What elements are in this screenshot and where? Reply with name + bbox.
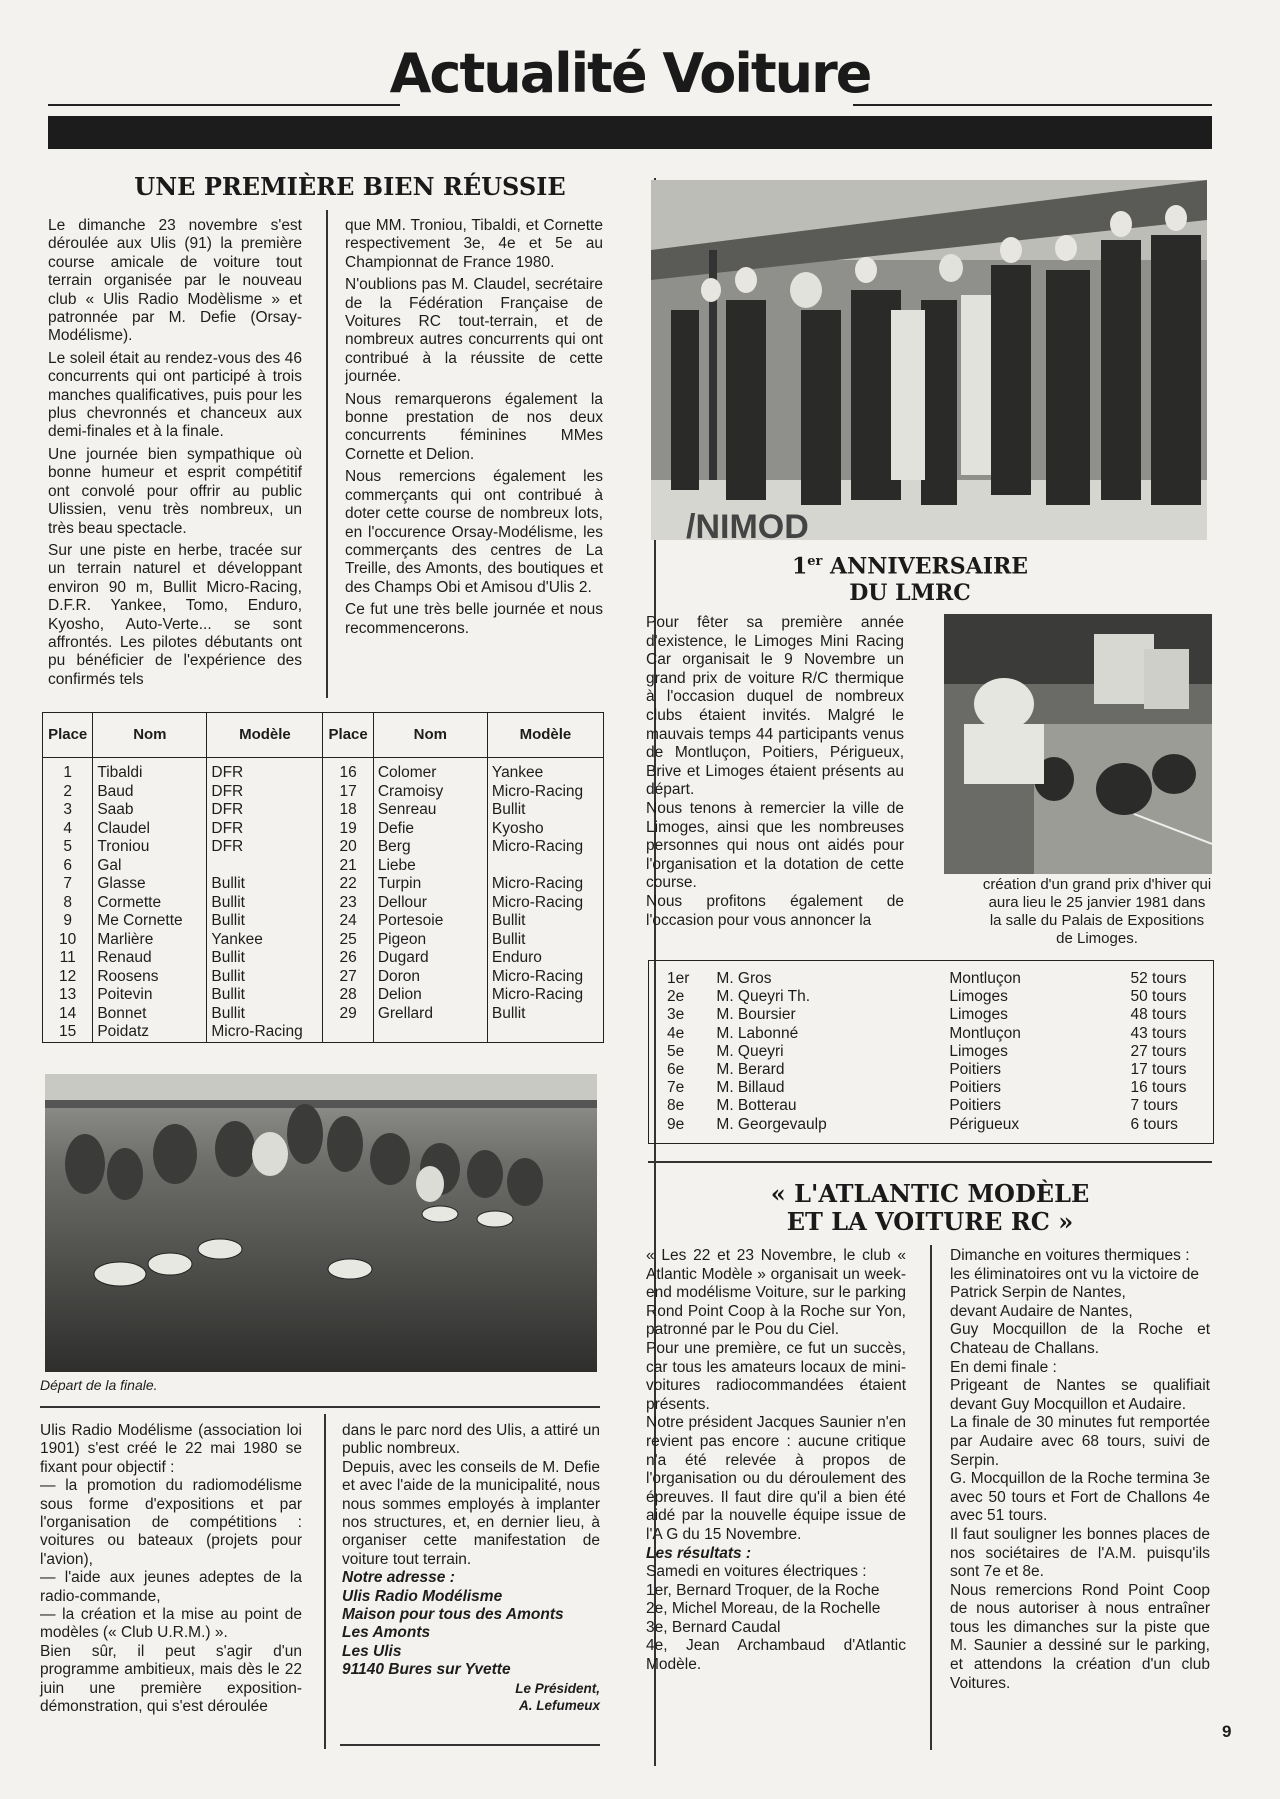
paragraph: Nous tenons à remercier la ville de Limoges, ainsi que les nombreuses personnes qui nous ont aidés pour l'organisation et la dotation de cette course.: [646, 799, 904, 892]
table-row: [661, 1006, 1213, 1024]
table-cell: 43 tours: [1130, 1024, 1187, 1042]
text-line: Guy Mocquillon de la Roche et Chateau de Challans.: [950, 1321, 1210, 1357]
table-row: [43, 949, 604, 968]
table-cell: M. Berard: [716, 1061, 785, 1079]
table-cell: 23: [323, 894, 373, 913]
table-cell: 1: [43, 758, 93, 783]
article3-top-rule: [648, 1161, 1212, 1163]
page-number: 9: [1222, 1722, 1232, 1741]
table-cell: Troniou: [93, 838, 207, 857]
table-cell: Roosens: [93, 968, 207, 987]
photo-finale-start: [45, 1074, 597, 1372]
table-cell: Bullit: [207, 875, 323, 894]
table-cell: M. Queyri: [716, 1042, 784, 1060]
results-table-ulis: [42, 712, 604, 1043]
paragraph: Une journée bien sympathique où bonne humeur et esprit compétitif ont convolé pour offrir au public Ulissien, venu très nombreux, un très beau spectacle.: [48, 445, 302, 537]
table-row: [43, 1005, 604, 1024]
table-cell: [487, 857, 603, 876]
table-header: Nom: [373, 713, 487, 758]
table-cell: Dellour: [373, 894, 487, 913]
article2-title-line1: [700, 548, 1120, 580]
address-line: 91140 Bures sur Yvette: [342, 1661, 511, 1679]
table-cell: Micro-Racing: [487, 783, 603, 802]
address-line: Les Ulis: [342, 1642, 402, 1660]
table-cell: Micro-Racing: [487, 968, 603, 987]
table-cell: 4e: [667, 1024, 685, 1042]
paragraph: Bien sûr, il peut s'agir d'un programme ambitieux, mais dès le 22 juin une première exposition-démonstration, qui s'est déroulée: [40, 1642, 302, 1716]
table-cell: Poitiers: [949, 1097, 1002, 1115]
table-cell: 6e: [667, 1061, 685, 1079]
paragraph: — la promotion du radiomodélisme sous forme d'expositions et par l'organisation de compétitions : voitures ou bateaux (projets pour l'avion),: [40, 1477, 302, 1568]
text-line: les éliminatoires ont vu la victoire de: [950, 1265, 1199, 1283]
table-cell: 7 tours: [1130, 1097, 1178, 1115]
table-cell: Micro-Racing: [487, 986, 603, 1005]
table-cell: 27 tours: [1130, 1042, 1187, 1060]
table-cell: 6 tours: [1130, 1115, 1178, 1133]
table-cell: Dugard: [373, 949, 487, 968]
table-header: Place: [43, 713, 93, 758]
table-cell: Claudel: [93, 820, 207, 839]
table-cell: Baud: [93, 783, 207, 802]
table-cell: Bullit: [207, 949, 323, 968]
title-ordinal-number: 1: [791, 553, 808, 580]
table-row: [43, 875, 604, 894]
table-cell: Limoges: [949, 1006, 1008, 1024]
text-line: Prigeant de Nantes se qualifiait devant Guy Mocquillon et Audaire.: [950, 1377, 1210, 1413]
table-row: [43, 820, 604, 839]
table-cell: DFR: [207, 838, 323, 857]
table-row: [43, 758, 604, 783]
table-cell: 10: [43, 931, 93, 950]
paragraph: — l'aide aux jeunes adeptes de la radio-commande,: [40, 1569, 302, 1605]
table-cell: 3e: [667, 1006, 685, 1024]
table-cell: DFR: [207, 783, 323, 802]
table-cell: Bullit: [207, 968, 323, 987]
urm-bottom-rule: [340, 1744, 600, 1746]
results-box-lmrc: [648, 960, 1214, 1144]
text-line: Patrick Serpin de Nantes,: [950, 1284, 1126, 1302]
table-cell: 13: [43, 986, 93, 1005]
table-cell: 6: [43, 857, 93, 876]
table-cell: 5e: [667, 1042, 685, 1060]
paragraph: Notre président Jacques Saunier n'en revient pas encore : aucune critique n'a été relevée à propos de l'organisation ou du déroulement des épreuves. Il faut dire qu'il a bien été aidé par la nouvelle équipe issue de l'A G du 15 Novembre.: [646, 1414, 906, 1543]
table-row: [43, 912, 604, 931]
table-cell: Liebe: [373, 857, 487, 876]
table-cell: Defie: [373, 820, 487, 839]
article3-title: [648, 1180, 1212, 1236]
table-row: [661, 988, 1213, 1006]
table-cell: Portesoie: [373, 912, 487, 931]
table-cell: Berg: [373, 838, 487, 857]
paragraph: que MM. Troniou, Tibaldi, et Cornette respectivement 3e, 4e et 5e au Championnat de France 1980.: [345, 217, 603, 271]
table-cell: 3: [43, 801, 93, 820]
text-line: En demi finale :: [950, 1358, 1057, 1376]
article2-body: [646, 614, 904, 930]
paragraph: Depuis, avec les conseils de M. Defie et avec l'aide de la municipalité, nous nous sommes employés à implanter nos structures, et, en dernier lieu, à organiser cette manifestation de voiture tout terrain.: [342, 1458, 600, 1568]
table-cell: DFR: [207, 820, 323, 839]
table-row: [43, 801, 604, 820]
table-cell: Limoges: [949, 988, 1008, 1006]
table-cell: Cormette: [93, 894, 207, 913]
table-cell: M. Queyri Th.: [716, 988, 811, 1006]
paragraph: dans le parc nord des Ulis, a attiré un public nombreux.: [342, 1422, 600, 1458]
table-cell: Micro-Racing: [487, 894, 603, 913]
table-cell: Kyosho: [487, 820, 603, 839]
table-cell: 28: [323, 986, 373, 1005]
table-cell: 9e: [667, 1115, 685, 1133]
table-cell: 21: [323, 857, 373, 876]
table-cell: M. Boursier: [716, 1006, 796, 1024]
table-body: [43, 758, 604, 1043]
article1-title: UNE PREMIÈRE BIEN RÉUSSIE: [134, 172, 566, 201]
article3-title-line1: « L'ATLANTIC MODÈLE: [770, 1179, 1090, 1208]
table-cell: 7: [43, 875, 93, 894]
table-cell: Yankee: [207, 931, 323, 950]
address-line: Les Amonts: [342, 1624, 431, 1642]
table-cell: Yankee: [487, 758, 603, 783]
paragraph: Ulis Radio Modélisme (association loi 1901) s'est créé le 22 mai 1980 se fixant pour objectif :: [40, 1422, 302, 1476]
urm-col1: [40, 1422, 302, 1717]
table-cell: Bullit: [487, 801, 603, 820]
table-cell: Bullit: [207, 912, 323, 931]
paragraph: Nous profitons également de l'occasion pour vous annoncer la: [646, 892, 904, 929]
masthead-black-bar: [48, 116, 1212, 149]
table-cell: 26: [323, 949, 373, 968]
svg-text:/NIMOD: /NIMOD: [686, 508, 809, 540]
table-body: [661, 970, 1213, 1134]
table-cell: [207, 857, 323, 876]
result-line: Samedi en voitures électriques :: [646, 1563, 867, 1581]
table-cell: Micro-Racing: [487, 875, 603, 894]
table-cell: 50 tours: [1130, 988, 1187, 1006]
table-cell: Bullit: [487, 912, 603, 931]
table-cell: Bullit: [207, 1005, 323, 1024]
text-line: Il faut souligner les bonnes places de nos sociétaires de l'A.M. puisqu'ils sont 7e et 8e.: [950, 1525, 1210, 1581]
table-row: [661, 1097, 1213, 1115]
photo-lmrc-workbench: [944, 614, 1212, 874]
table-cell: M. Labonné: [716, 1024, 799, 1042]
paragraph: N'oublions pas M. Claudel, secrétaire de la Fédération Française de Voitures RC tout-terrain, et de nombreux autres concurrents qui ont contribué à la réussite de cette journée.: [345, 276, 603, 386]
photo-spectators-stand: [651, 180, 1207, 540]
table-row: [43, 857, 604, 876]
text-line: devant Audaire de Nantes,: [950, 1302, 1133, 1320]
article3-col2: [950, 1247, 1210, 1693]
photo-finale-caption: Départ de la finale.: [40, 1377, 158, 1393]
table-cell: Enduro: [487, 949, 603, 968]
signature-line: A. Lefumeux: [518, 1697, 600, 1713]
urm-address: [342, 1569, 600, 1679]
table-cell: Cramoisy: [373, 783, 487, 802]
paragraph: Nous remarquerons également la bonne prestation de nos deux concurrents féminines MMes Cornette et Delion.: [345, 390, 603, 463]
paragraph: Pour une première, ce fut un succès, car tous les amateurs locaux de mini-voitures radiocommandées étaient présents.: [646, 1339, 906, 1413]
table-row: [43, 968, 604, 987]
paragraph: Le soleil était au rendez-vous des 46 concurrents qui ont participé à trois manches qualificatives, puis pour les plus chevronnés et chanceux aux demi-finales et à la finale.: [48, 349, 302, 441]
table-cell: Montluçon: [949, 970, 1021, 987]
table-cell: Tibaldi: [93, 758, 207, 783]
urm-signature: [342, 1680, 600, 1714]
table-row: [43, 783, 604, 802]
table-cell: Micro-Racing: [487, 838, 603, 857]
article1-column-rule: [326, 210, 328, 698]
photo-lmrc-caption: création d'un grand prix d'hiver qui aura lieu le 25 janvier 1981 dans la salle du Palais de Expositions de Limoges.: [982, 876, 1212, 947]
table-cell: Marlière: [93, 931, 207, 950]
table-cell: Glasse: [93, 875, 207, 894]
paragraph: « Les 22 et 23 Novembre, le club « Atlantic Modèle » organisait un week-end modélisme Voiture, sur le parking Rond Point Coop à la Roche sur Yon, patronné par le Pou du Ciel.: [646, 1247, 906, 1339]
table-cell: [323, 1023, 373, 1042]
table-cell: Saab: [93, 801, 207, 820]
table-cell: Poidatz: [93, 1023, 207, 1042]
table-cell: DFR: [207, 758, 323, 783]
article1-col1: [48, 217, 302, 693]
article1-col2: [345, 217, 603, 642]
table-cell: 20: [323, 838, 373, 857]
table-cell: 19: [323, 820, 373, 839]
table-cell: [487, 1023, 603, 1042]
address-line: Ulis Radio Modélisme: [342, 1587, 503, 1605]
table-cell: 52 tours: [1130, 970, 1187, 987]
table-cell: 18: [323, 801, 373, 820]
table-row: [661, 1043, 1213, 1061]
title-text: ANNIVERSAIRE: [830, 553, 1029, 580]
table-cell: 27: [323, 968, 373, 987]
table-cell: 22: [323, 875, 373, 894]
masthead-title: Actualité Voiture: [389, 42, 871, 105]
urm-col2: [342, 1422, 600, 1714]
table-row: [43, 894, 604, 913]
table-cell: Renaud: [93, 949, 207, 968]
results-table-lmrc: [661, 970, 1213, 1134]
table-cell: Poitevin: [93, 986, 207, 1005]
result-line: 3e, Bernard Caudal: [646, 1618, 781, 1636]
table-cell: Bullit: [207, 894, 323, 913]
table-header: Place: [323, 713, 373, 758]
table-cell: 15: [43, 1023, 93, 1042]
table-cell: Poitiers: [949, 1079, 1002, 1097]
article2-title-line2: DU LMRC: [849, 580, 971, 607]
table-cell: M. Botterau: [716, 1097, 797, 1115]
paragraph: Ce fut une très belle journée et nous recommencerons.: [345, 601, 603, 637]
table-cell: 16 tours: [1130, 1079, 1187, 1097]
table-row: [661, 1079, 1213, 1097]
table-cell: M. Georgevaulp: [716, 1115, 827, 1133]
table-cell: 16: [323, 758, 373, 783]
table-cell: Limoges: [949, 1042, 1008, 1060]
table-cell: M. Billaud: [716, 1079, 785, 1097]
table-cell: DFR: [207, 801, 323, 820]
text-line: Nous remercions Rond Point Coop de nous autoriser à nous entraîner tous les dimanches sur la piste que M. Saunier a dessiné sur le parking, et attendons la création d'un club Voitures.: [950, 1581, 1210, 1692]
paragraph: — la création et la mise au point de modèles (« Club U.R.M.) ».: [40, 1606, 302, 1642]
text-line: La finale de 30 minutes fut remportée par Audaire avec 68 tours, suivi de Serpin.: [950, 1414, 1210, 1469]
table-cell: Colomer: [373, 758, 487, 783]
table-cell: Bullit: [207, 986, 323, 1005]
result-line: 1er, Bernard Troquer, de la Roche: [646, 1581, 880, 1599]
table-cell: Grellard: [373, 1005, 487, 1024]
table-row: [661, 1061, 1213, 1079]
table-cell: 48 tours: [1130, 1006, 1187, 1024]
table-cell: 4: [43, 820, 93, 839]
table-cell: 17 tours: [1130, 1061, 1187, 1079]
masthead: [48, 40, 1212, 150]
table-row: [43, 931, 604, 950]
paragraph: Pour fêter sa première année d'existence, le Limoges Mini Racing Car organisait le 9 Novembre un grand prix de voiture R/C thermique à l'occasion duquel de nombreux clubs étaient invités. Malgré le mauvais temps 44 participants venus de Montluçon, Poitiers, Périgueux, Brive et Limoges étaient présents au départ.: [646, 614, 904, 799]
table-cell: 25: [323, 931, 373, 950]
table-cell: Doron: [373, 968, 487, 987]
table-header: Modèle: [487, 713, 603, 758]
table-cell: [373, 1023, 487, 1042]
result-line: 2e, Michel Moreau, de la Rochelle: [646, 1600, 881, 1618]
table-cell: 2e: [667, 988, 685, 1006]
article2-title: [700, 548, 1120, 607]
table-row: [661, 970, 1213, 988]
table-cell: Bullit: [487, 1005, 603, 1024]
table-cell: Montluçon: [949, 1024, 1021, 1042]
article3-title-line2: ET LA VOITURE RC »: [786, 1207, 1074, 1236]
table-cell: 24: [323, 912, 373, 931]
address-line: Maison pour tous des Amonts: [342, 1606, 564, 1624]
table-cell: Pigeon: [373, 931, 487, 950]
address-line: Notre adresse :: [342, 1569, 455, 1587]
table-cell: 2: [43, 783, 93, 802]
title-ordinal-suffix: er: [807, 554, 823, 569]
signature-line: Le Président,: [515, 1680, 600, 1696]
table-cell: 11: [43, 949, 93, 968]
table-cell: Bonnet: [93, 1005, 207, 1024]
table-cell: Me Cornette: [93, 912, 207, 931]
table-cell: 14: [43, 1005, 93, 1024]
table-cell: 8e: [667, 1097, 685, 1115]
table-header: Nom: [93, 713, 207, 758]
table-cell: 8: [43, 894, 93, 913]
table-cell: Gal: [93, 857, 207, 876]
article3-col1: [646, 1247, 906, 1675]
results-label: Les résultats :: [646, 1544, 752, 1562]
table-cell: 1er: [667, 970, 690, 987]
table-cell: 5: [43, 838, 93, 857]
paragraph: Nous remercions également les commerçants qui ont contribué à doter cette course de nombreux lots, en l'occurence Orsay-Modélisme, les commerçants des centres de La Treille, des Amonts, des boutiques et des Champs Obi et Amisou d'Ulis 2.: [345, 468, 603, 596]
urm-column-rule: [324, 1414, 326, 1749]
table-cell: Bullit: [487, 931, 603, 950]
table-cell: 9: [43, 912, 93, 931]
table-row: [661, 1025, 1213, 1043]
table-header: Modèle: [207, 713, 323, 758]
table-cell: 29: [323, 1005, 373, 1024]
article3-column-rule: [930, 1245, 932, 1750]
table-row: [43, 1023, 604, 1042]
table-cell: M. Gros: [716, 970, 772, 987]
table-row: [661, 1116, 1213, 1134]
table-cell: Micro-Racing: [207, 1023, 323, 1042]
table-cell: 17: [323, 783, 373, 802]
table-cell: Périgueux: [949, 1115, 1020, 1133]
urm-top-rule: [40, 1406, 600, 1408]
text-line: Dimanche en voitures thermiques :: [950, 1247, 1190, 1264]
result-line: 4e, Jean Archambaud d'Atlantic Modèle.: [646, 1637, 906, 1674]
paragraph: Le dimanche 23 novembre s'est déroulée aux Ulis (91) la première course amicale de voiture tout terrain organisée par le nouveau club « Ulis Radio Modèlisme » et patronnée par M. Defie (Orsay-Modélisme).: [48, 217, 302, 345]
text-line: G. Mocquillon de la Roche termina 3e avec 50 tours et Fort de Challons 4e avec 51 tours.: [950, 1470, 1210, 1525]
table-row: [43, 986, 604, 1005]
table-row: [43, 838, 604, 857]
table-cell: Delion: [373, 986, 487, 1005]
table-cell: 12: [43, 968, 93, 987]
table-cell: Turpin: [373, 875, 487, 894]
table-cell: Poitiers: [949, 1061, 1002, 1079]
paragraph: Sur une piste en herbe, tracée sur un terrain naturel et développant environ 90 m, Bullit Micro-Racing, D.F.R. Yankee, Tomo, Enduro, Kyosho, Auto-Verte... se sont affrontés. Les pilotes débutants ont pu bénéficier de l'expérience des confirmés tels: [48, 541, 302, 688]
table-cell: Senreau: [373, 801, 487, 820]
table-cell: 7e: [667, 1079, 685, 1097]
